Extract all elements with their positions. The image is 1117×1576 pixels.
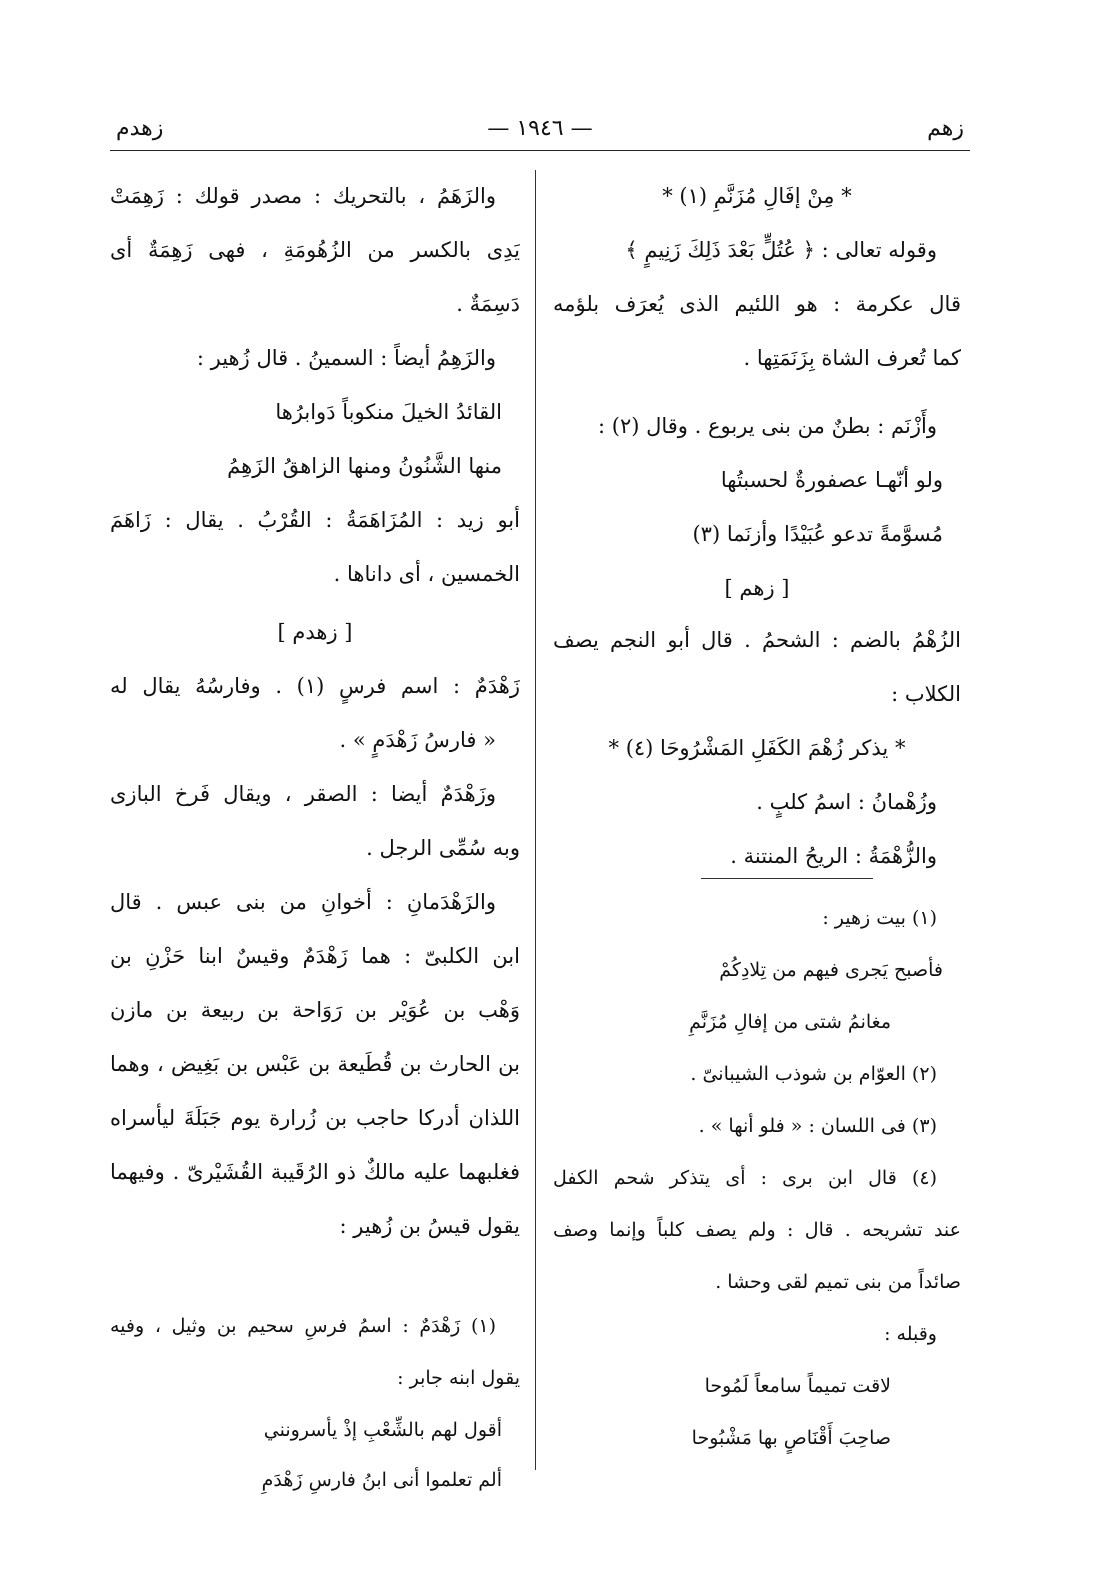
text-line: أبو زيد : المُزَاهَمَةُ : القُرْبُ . يقال : زَاهَمَ: [110, 508, 520, 532]
text-line: وبه سُمِّى الرجل .: [366, 836, 520, 860]
footnote-line: وقبله :: [884, 1323, 937, 1345]
right-column: [553, 170, 961, 1500]
text-line: والزَهْدَمانِ : أخوانِ من بنى عبس . قال: [110, 890, 496, 914]
footnote-line: عند تشريحه . قال : ولم يصف كلباً وإنما وصف: [553, 1219, 961, 1241]
footnote-verse: ألم تعلموا أنى ابنُ فارسِ زَهْدَمِ: [261, 1469, 502, 1491]
header-right-word: زهم: [927, 116, 964, 141]
text-line: فغلبهما عليه مالكٌ ذو الرُقَيبة القُشَيْرىّ . وفيهما: [110, 1160, 520, 1184]
footnote-line: يقول ابنه جابر :: [397, 1367, 520, 1389]
footnote-line: (١) زَهْدَمٌ : اسمُ فرسِ سحيم بن وثيل ، وفيه: [110, 1315, 496, 1337]
footnote-line: صائداً من بنى تميم لقى وحشا .: [715, 1271, 961, 1293]
footnote-verse: مغانمُ شتى من إفالِ مُزَنَّمِ: [689, 1011, 891, 1033]
verse-line: منها الشَّنُونُ ومنها الزاهقُ الزَهِمُ: [227, 454, 502, 478]
footnote-verse: أقول لهم بالشِّعْبِ إذْ يأسرونني: [263, 1419, 502, 1441]
text-line: يقول قيسُ بن زُهير :: [339, 1214, 520, 1238]
text-line: اللذان أدركا حاجب بن زُرارة يوم جَبَلَةَ ليأسراه: [110, 1106, 520, 1130]
section-heading: [ زهم ]: [724, 576, 790, 600]
text-line: وأَزْنَم : بطنٌ من بنى يربوع . وقال (٢) :: [598, 414, 937, 438]
text-line: بن الحارث بن قُطَيعة بن عَبْس بن بَغِيض ، وهما: [110, 1052, 520, 1076]
footnote-line: (٢) العوّام بن شوذب الشيبانىّ .: [690, 1063, 937, 1085]
footnote-verse: لاقت تميماً سامعاً لَمُوحا: [704, 1375, 891, 1397]
footnote-verse: صاحِبَ أَقْنَاصٍ بها مَشْبُوحا: [691, 1427, 891, 1449]
header-left-word: زهدم: [116, 116, 164, 141]
text-line: * مِنْ إفَالِ مُزَنَّمِ (١) *: [662, 184, 852, 208]
page-number: — ١٩٤٦ —: [487, 116, 593, 141]
text-line: والزَهَمُ ، بالتحريك : مصدر قولك : زَهِمَتْ: [110, 184, 496, 208]
text-line: ابن الكلبىّ : هما زَهْدَمٌ وقيسٌ ابنا حَزْنِ بن: [110, 944, 520, 968]
text-line: زَهْدَمٌ : اسم فرسٍ (١) . وفارسُهُ يقال له: [110, 674, 520, 698]
text-line: « فارسُ زَهْدَمٍ » .: [339, 728, 496, 752]
verse-line: مُسوَّمةً تدعو عُبَيْدًا وأزنَما (٣): [692, 522, 943, 546]
text-line: قال عكرمة : هو اللئيم الذى يُعرَف بلؤمه: [553, 292, 961, 316]
text-line: والزُّهْمَةُ : الريحُ المنتنة .: [730, 844, 937, 868]
header-rule: [110, 150, 970, 151]
footnote-line: (٣) فى اللسان : « فلو أنها » .: [698, 1115, 937, 1137]
footnote-line: (١) بيت زهير :: [822, 907, 937, 929]
text-line: وَهْب بن عُوَيْر بن رَوَاحة بن ربيعة بن مازن: [110, 998, 520, 1022]
section-heading: [ زهدم ]: [277, 620, 353, 644]
column-separator: [535, 170, 536, 1470]
text-line: وقوله تعالى : ﴿ عُتُلٍّ بَعْدَ ذَلِكَ زَنِيمٍ ﴾: [625, 238, 937, 262]
text-line: الخمسين ، أى داناها .: [333, 562, 520, 586]
text-line: دَسِمَةٌ .: [456, 292, 520, 316]
verse-line: * يذكر زُهْمَ الكَفَلِ المَشْرُوحَا (٤) *: [608, 736, 906, 760]
text-line: كما تُعرف الشاة بِزَنَمَتِها .: [743, 346, 961, 370]
text-line: وزَهْدَمٌ أيضا : الصقر ، ويقال فَرخ البازى: [110, 782, 496, 806]
text-line: والزَهِمُ أيضاً : السمينُ . قال زُهير :: [196, 346, 496, 370]
verse-line: القائدُ الخيلَ منكوباً دَوابرُها: [275, 400, 502, 424]
page-header: [110, 112, 970, 146]
text-line: الكلاب :: [891, 682, 961, 706]
footnote-verse: فأصبح يَجرى فيهم من تِلادِكُمْ: [719, 959, 943, 981]
text-line: وزُهْمانُ : اسمُ كلبٍ .: [756, 790, 937, 814]
left-column: [110, 170, 520, 1500]
text-line: الزُهْمُ بالضم : الشحمُ . قال أبو النجم يصف: [553, 628, 961, 652]
text-line: يَدِى بالكسر من الزُهُومَةِ ، فهى زَهِمَةٌ أى: [110, 238, 520, 262]
footnote-line: (٤) قال ابن برى : أى يتذكر شحم الكفل: [553, 1167, 937, 1189]
verse-line: ولو أنّهـا عصفورةٌ لحسبتُها: [720, 468, 943, 492]
footnote-rule: [701, 878, 873, 879]
